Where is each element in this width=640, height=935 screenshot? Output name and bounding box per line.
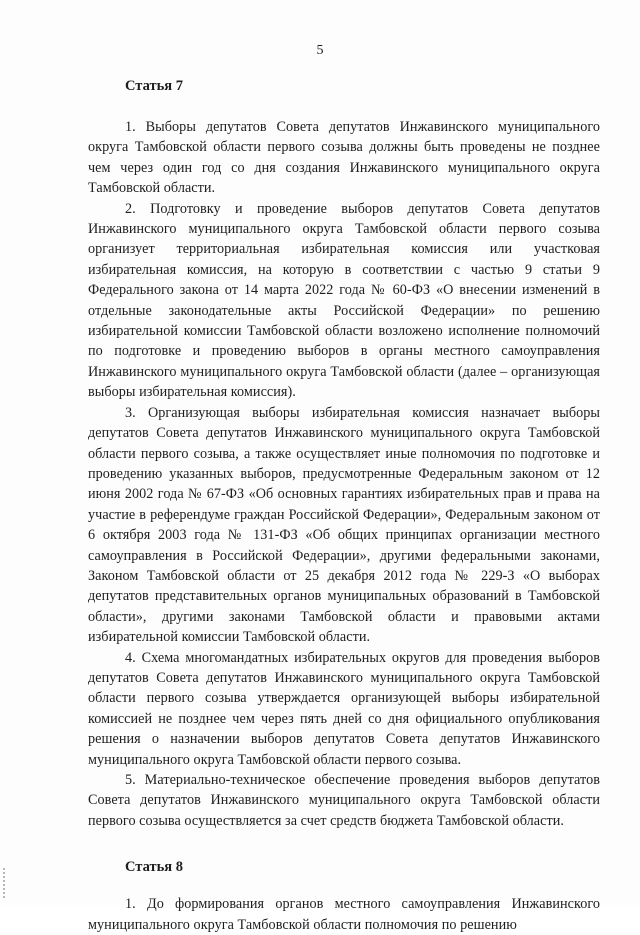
article-7-paragraph-1: 1. Выборы депутатов Совета депутатов Инжавинского муниципального округа Тамбовской области первого созыва должны быть проведены не позднее чем через один год со дня создания Инжавинского муниципального округа Тамбовской области. xyxy=(88,119,600,197)
article-7-paragraph-5: 5. Материально-техническое обеспечение проведения выборов депутатов Совета депутатов Инжавинского муниципального округа Тамбовской области первого созыва осуществляется за счет средств бюджета Тамбовской области. xyxy=(88,772,600,829)
document-body xyxy=(88,76,600,935)
article-7-paragraph-3: 3. Организующая выборы избирательная комиссия назначает выборы депутатов Совета депутатов Инжавинского муниципального округа Тамбовской области первого созыва, а также осуществляет иные полномочия по подготовке и проведению указанных выборов, предусмотренные Федеральным законом от 12 июня 2002 года № 67-ФЗ «Об основных гарантиях избирательных прав и права на участие в референдуме граждан Российской Федерации», Федеральным законом от 6 октября 2003 года № 131-ФЗ «Об общих принципах организации местного самоуправления в Российской Федерации», другими федеральными законами, Законом Тамбовской области от 25 декабря 2012 года № 229-З «О выборах депутатов представительных органов муниципальных образований в Тамбовской области», другими законами Тамбовской области и правовыми актами избирательной комиссии Тамбовской области. xyxy=(88,404,600,646)
article-7-paragraph-4: 4. Схема многомандатных избирательных округов для проведения выборов депутатов Совета депутатов Инжавинского муниципального округа Тамбовской области первого созыва утверждается организующей выборы избирательной комиссией не позднее чем через пять дней со дня официального опубликования решения о назначении выборов депутатов Совета депутатов Инжавинского муниципального округа Тамбовской области первого созыва. xyxy=(88,649,600,768)
scan-margin-dots xyxy=(3,868,7,898)
article-8-paragraph-1: 1. До формирования органов местного самоуправления Инжавинского муниципального округа Тамбовской области полномочия по решению xyxy=(88,896,600,933)
article-7-paragraph-2: 2. Подготовку и проведение выборов депутатов Совета депутатов Инжавинского муниципального округа Тамбовской области первого созыва организует территориальная избирательная комиссия или участковая избирательная комиссия, на которую в соответствии с частью 9 статьи 9 Федерального закона от 14 марта 2022 года № 60-ФЗ «О внесении изменений в отдельные законодательные акты Российской Федерации» по решению избирательной комиссии Тамбовской области возложено исполнение полномочий по подготовке и проведению выборов в органы местного самоуправления Инжавинского муниципального округа Тамбовской области (далее – организующая выборы избирательная комиссия). xyxy=(88,200,600,401)
article-8-heading: Статья 8 xyxy=(125,859,183,876)
article-7-heading: Статья 7 xyxy=(125,78,183,94)
page-number: 5 xyxy=(316,43,324,58)
